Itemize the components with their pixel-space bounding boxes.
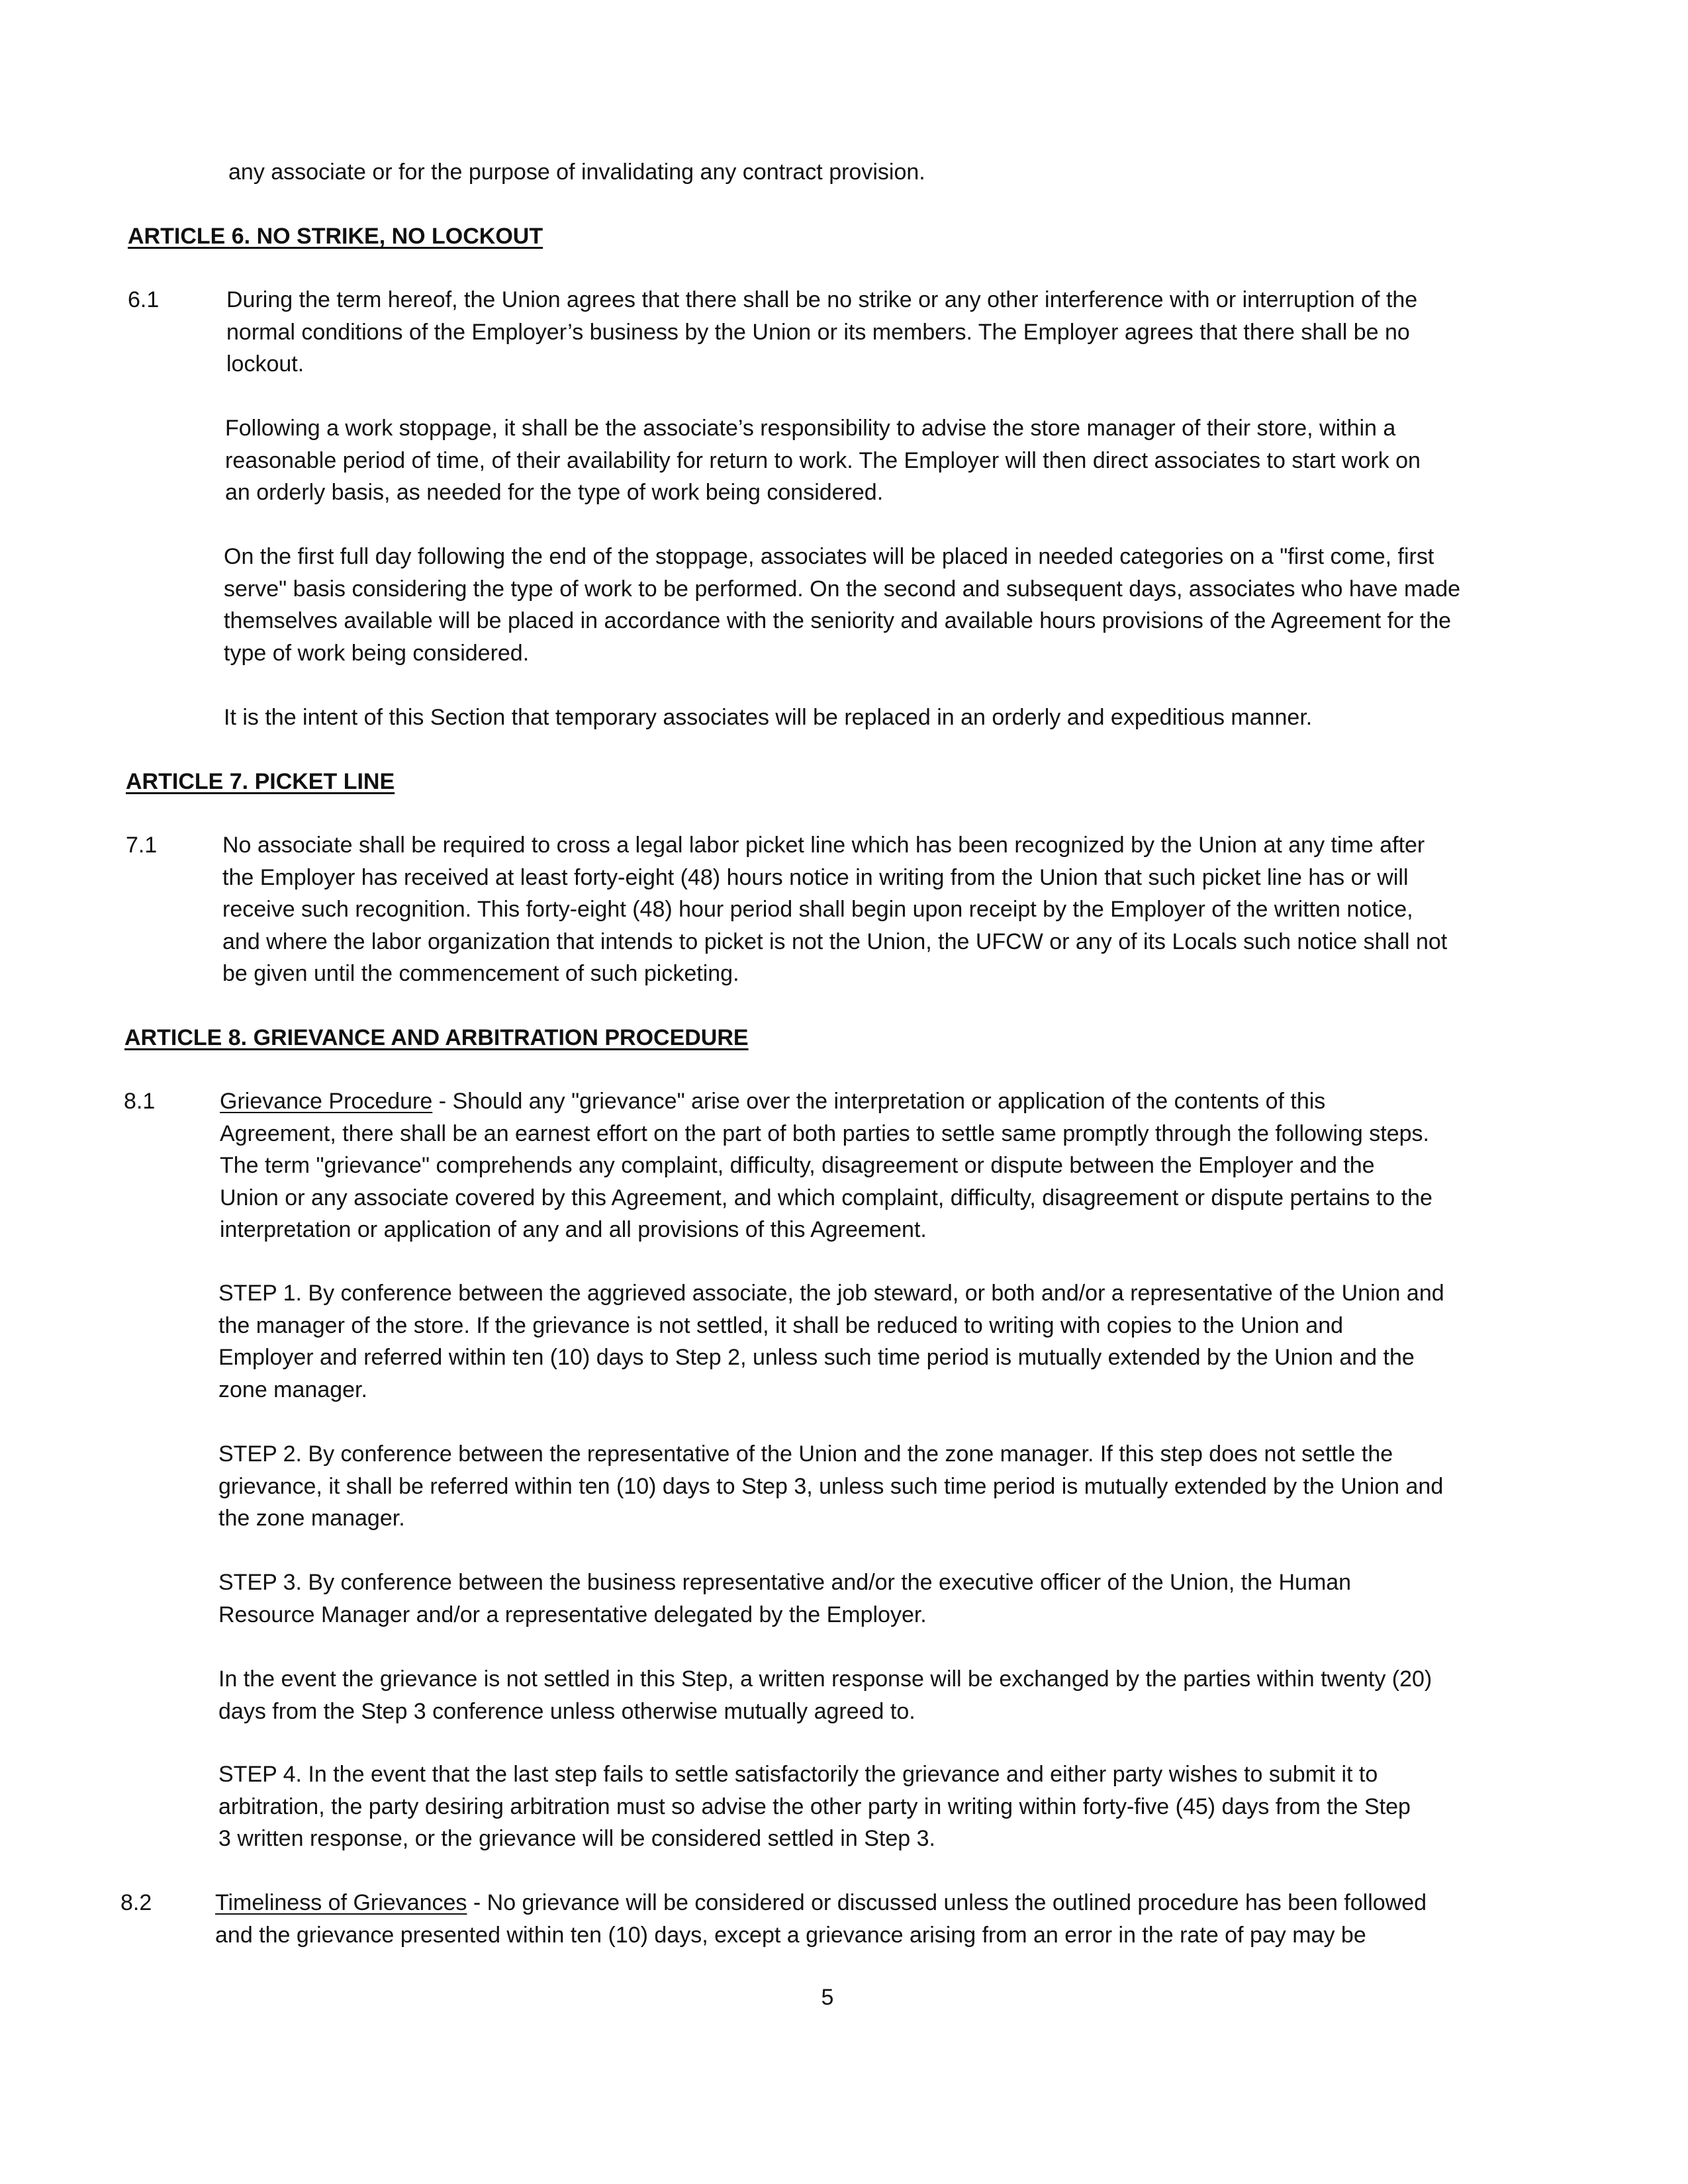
text-line: On the first full day following the end of the stoppage, associates will be placed in needed categories on a "first come, first — [224, 544, 1434, 569]
section-6-1-paragraph-2 — [225, 412, 1421, 509]
section-8-1-paragraph-1 — [220, 1085, 1432, 1246]
step-3-response-paragraph — [218, 1663, 1432, 1727]
text-line: Agreement, there shall be an earnest effort on the part of both parties to settle same promptly through the following steps. — [220, 1120, 1429, 1146]
text-line: Union or any associate covered by this Agreement, and which complaint, difficulty, disagreement or dispute pertains to the — [220, 1185, 1432, 1210]
text-line: STEP 3. By conference between the business representative and/or the executive officer of the Union, the Human — [218, 1570, 1352, 1595]
text-line: It is the intent of this Section that temporary associates will be replaced in an orderly and expeditious manner. — [224, 705, 1313, 730]
section-8-1-title: Grievance Procedure — [220, 1089, 433, 1114]
text-line: reasonable period of time, of their availability for return to work. The Employer will then direct associates to start work on — [225, 447, 1421, 473]
section-7-1-number: 7.1 — [126, 833, 158, 858]
text-line — [220, 1085, 1432, 1118]
text-line: the manager of the store. If the grievance is not settled, it shall be reduced to writing with copies to the Union and — [218, 1312, 1344, 1338]
section-8-2-lead-text: - No grievance will be considered or discussed unless the outlined procedure has been followed — [467, 1890, 1427, 1915]
text-line: be given until the commencement of such picketing. — [222, 961, 739, 986]
step-2-paragraph — [218, 1438, 1443, 1535]
step-3-paragraph — [218, 1567, 1351, 1631]
text-line: and where the labor organization that intends to picket is not the Union, the UFCW or any of its Locals such notice shall not — [222, 929, 1448, 954]
text-line: normal conditions of the Employer’s business by the Union or its members. The Employer agrees that there shall be no — [226, 319, 1410, 345]
section-8-2-number: 8.2 — [120, 1890, 152, 1915]
section-7-1-paragraph-1 — [222, 829, 1447, 990]
article-7-heading: ARTICLE 7. PICKET LINE — [126, 769, 395, 794]
text-line: STEP 1. By conference between the aggrieved associate, the job steward, or both and/or a representative of the Union and — [218, 1281, 1444, 1306]
text-line: 3 written response, or the grievance will be considered settled in Step 3. — [218, 1826, 935, 1851]
text-line: During the term hereof, the Union agrees that there shall be no strike or any other interference with or interruption of the — [226, 287, 1418, 312]
text-line — [215, 1887, 1427, 1919]
text-line: the zone manager. — [218, 1506, 405, 1531]
text-line: type of work being considered. — [224, 640, 530, 666]
section-6-1-paragraph-4 — [224, 702, 1312, 734]
step-1-paragraph — [218, 1277, 1444, 1406]
section-8-2-paragraph-1 — [215, 1887, 1427, 1951]
text-line: Following a work stoppage, it shall be the associate’s responsibility to advise the store manager of their store, within a — [225, 416, 1396, 441]
text-line: an orderly basis, as needed for the type of work being considered. — [225, 480, 884, 505]
text-line: and the grievance presented within ten (10) days, except a grievance arising from an error in the rate of pay may be — [215, 1922, 1366, 1948]
text-line: days from the Step 3 conference unless otherwise mutually agreed to. — [218, 1698, 915, 1724]
section-6-1-paragraph-3 — [224, 541, 1460, 669]
text-line: themselves available will be placed in accordance with the seniority and available hours provisions of the Agreement for the — [224, 608, 1452, 633]
section-8-1-lead-text: - Should any "grievance" arise over the interpretation or application of the contents of this — [432, 1089, 1326, 1114]
text-line: STEP 2. By conference between the representative of the Union and the zone manager. If this step does not settle the — [218, 1441, 1393, 1467]
text-line: grievance, it shall be referred within ten (10) days to Step 3, unless such time period is mutually extended by the Union and — [218, 1473, 1444, 1499]
article-6-heading: ARTICLE 6. NO STRIKE, NO LOCKOUT — [128, 224, 543, 249]
continuation-paragraph — [228, 156, 925, 189]
text-line: interpretation or application of any and all provisions of this Agreement. — [220, 1217, 927, 1242]
section-6-1-number: 6.1 — [128, 287, 160, 312]
text-line: Employer and referred within ten (10) days to Step 2, unless such time period is mutually extended by the Union and the — [218, 1345, 1415, 1370]
step-4-paragraph — [218, 1758, 1411, 1855]
text-line: lockout. — [226, 351, 305, 377]
text-line: STEP 4. In the event that the last step fails to settle satisfactorily the grievance and either party wishes to submit it to — [218, 1762, 1378, 1787]
text-line: Resource Manager and/or a representative delegated by the Employer. — [218, 1602, 927, 1627]
text-line: arbitration, the party desiring arbitration must so advise the other party in writing within forty-five (45) days from the Step — [218, 1794, 1411, 1819]
text-line: zone manager. — [218, 1377, 367, 1402]
section-6-1-paragraph-1 — [226, 284, 1417, 381]
text-line: any associate or for the purpose of invalidating any contract provision. — [228, 159, 925, 185]
page-number: 5 — [821, 1985, 834, 2010]
text-line: receive such recognition. This forty-eight (48) hour period shall begin upon receipt by the Employer of the written notice, — [222, 897, 1413, 922]
text-line: No associate shall be required to cross a legal labor picket line which has been recognized by the Union at any time after — [222, 833, 1425, 858]
text-line: the Employer has received at least forty-eight (48) hours notice in writing from the Union that such picket line has or will — [222, 864, 1409, 890]
text-line: serve" basis considering the type of work to be performed. On the second and subsequent days, associates who have made — [224, 576, 1461, 602]
text-line: The term "grievance" comprehends any complaint, difficulty, disagreement or dispute between the Employer and the — [220, 1153, 1375, 1178]
text-line: In the event the grievance is not settled in this Step, a written response will be exchanged by the parties within twenty (20) — [218, 1666, 1432, 1692]
section-8-2-title: Timeliness of Grievances — [215, 1890, 467, 1915]
article-8-heading: ARTICLE 8. GRIEVANCE AND ARBITRATION PROCEDURE — [124, 1025, 749, 1050]
section-8-1-number: 8.1 — [124, 1089, 156, 1114]
